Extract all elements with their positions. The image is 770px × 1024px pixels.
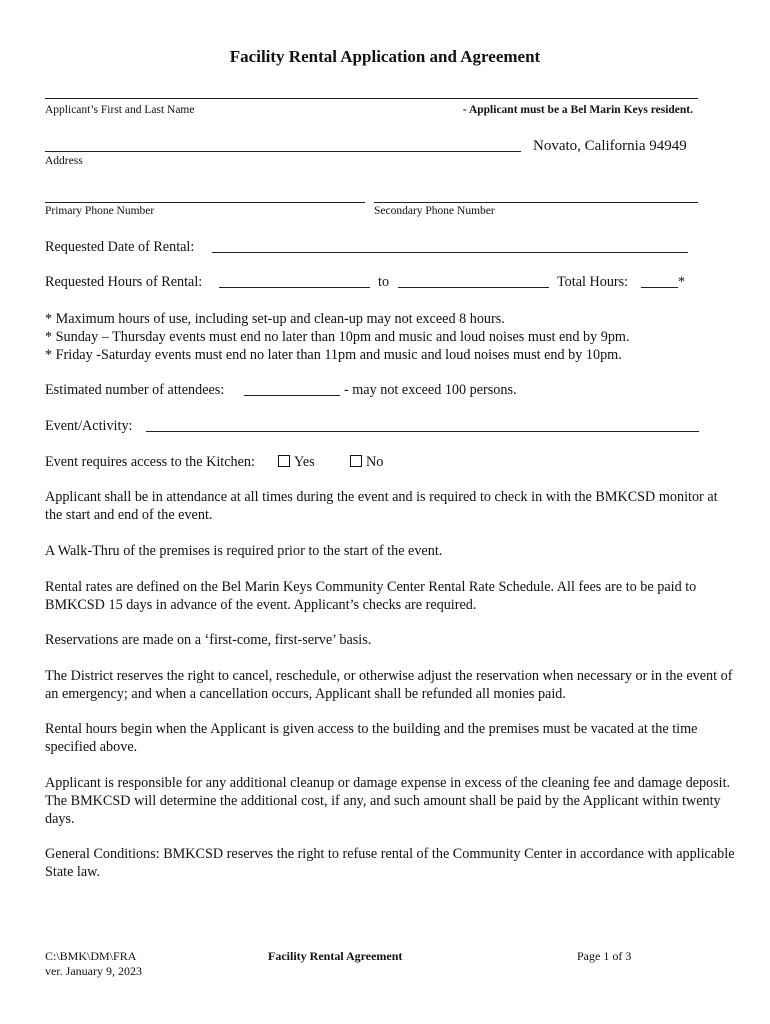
secondary-phone-field[interactable] bbox=[374, 202, 698, 203]
address-field[interactable] bbox=[45, 151, 521, 152]
reservations-paragraph: Reservations are made on a ‘first-come, first-serve’ basis. bbox=[45, 632, 372, 648]
event-activity-field[interactable] bbox=[146, 431, 699, 432]
total-hours-asterisk: * bbox=[678, 274, 686, 290]
attendees-limit: - may not exceed 100 persons. bbox=[344, 382, 517, 398]
total-hours-field[interactable] bbox=[641, 287, 678, 288]
rental-date-label: Requested Date of Rental: bbox=[45, 239, 195, 255]
rental-rates-paragraph: Rental rates are defined on the Bel Marin Keys Community Center Rental Rate Schedule. All fees are to be paid to BMKCSD 15 days in advance of the event. Applicant’s checks are required. bbox=[45, 579, 697, 613]
kitchen-yes-option[interactable] bbox=[278, 453, 315, 471]
district-rights-paragraph: The District reserves the right to cancel, reschedule, or otherwise adjust the reservation when necessary or in the event of an emergency; and when a cancellation occurs, Applicant shall be refunded all monies paid. bbox=[45, 668, 733, 702]
kitchen-no-label: No bbox=[366, 454, 384, 470]
to-label: to bbox=[378, 274, 390, 290]
page-number: Page 1 of 3 bbox=[577, 949, 632, 963]
event-activity-label: Event/Activity: bbox=[45, 418, 133, 434]
kitchen-no-checkbox[interactable] bbox=[350, 455, 362, 467]
rental-hours-label: Requested Hours of Rental: bbox=[45, 274, 203, 290]
kitchen-no-option[interactable] bbox=[350, 453, 383, 471]
note-sunday-thursday: * Sunday – Thursday events must end no later than 10pm and music and loud noises must end by 9pm. bbox=[45, 329, 630, 345]
applicant-name-field[interactable] bbox=[45, 98, 698, 99]
secondary-phone-label: Secondary Phone Number bbox=[374, 205, 495, 217]
footer-version: ver. January 9, 2023 bbox=[45, 964, 142, 978]
rental-hours-paragraph: Rental hours begin when the Applicant is given access to the building and the premises must be vacated at the time specified above. bbox=[45, 721, 698, 755]
kitchen-yes-label: Yes bbox=[294, 454, 315, 470]
end-time-field[interactable] bbox=[398, 287, 549, 288]
start-time-field[interactable] bbox=[219, 287, 370, 288]
total-hours-label: Total Hours: bbox=[557, 274, 629, 290]
walk-thru-paragraph: A Walk-Thru of the premises is required prior to the start of the event. bbox=[45, 543, 443, 559]
attendance-paragraph: Applicant shall be in attendance at all times during the event and is required to check in with the BMKCSD monitor at the start and end of the event. bbox=[45, 489, 718, 523]
attendees-label: Estimated number of attendees: bbox=[45, 382, 225, 398]
applicant-name-label: Applicant’s First and Last Name bbox=[45, 104, 195, 116]
note-max-hours: * Maximum hours of use, including set-up and clean-up may not exceed 8 hours. bbox=[45, 311, 505, 327]
kitchen-access-label: Event requires access to the Kitchen: bbox=[45, 454, 255, 470]
footer-path: C:\BMK\DM\FRA bbox=[45, 949, 137, 963]
primary-phone-label: Primary Phone Number bbox=[45, 205, 155, 217]
general-conditions-paragraph: General Conditions: BMKCSD reserves the right to refuse rental of the Community Center in accordance with applicable State law. bbox=[45, 846, 735, 880]
primary-phone-field[interactable] bbox=[45, 202, 365, 203]
address-label: Address bbox=[45, 155, 83, 167]
attendees-field[interactable] bbox=[244, 395, 340, 396]
resident-note: - Applicant must be a Bel Marin Keys resident. bbox=[462, 104, 693, 116]
footer-title: Facility Rental Agreement bbox=[268, 949, 403, 963]
note-friday-saturday: * Friday -Saturday events must end no later than 11pm and music and loud noises must end by 10pm. bbox=[45, 347, 622, 363]
rental-date-field[interactable] bbox=[212, 252, 688, 253]
kitchen-yes-checkbox[interactable] bbox=[278, 455, 290, 467]
city-state-zip: Novato, California 94949 bbox=[533, 138, 687, 154]
cleanup-damage-paragraph: Applicant is responsible for any additional cleanup or damage expense in excess of the cleaning fee and damage deposit. The BMKCSD will determine the additional cost, if any, and such amount shall be paid by the Applicant within twenty days. bbox=[45, 775, 731, 827]
page-title: Facility Rental Application and Agreement bbox=[229, 47, 541, 66]
